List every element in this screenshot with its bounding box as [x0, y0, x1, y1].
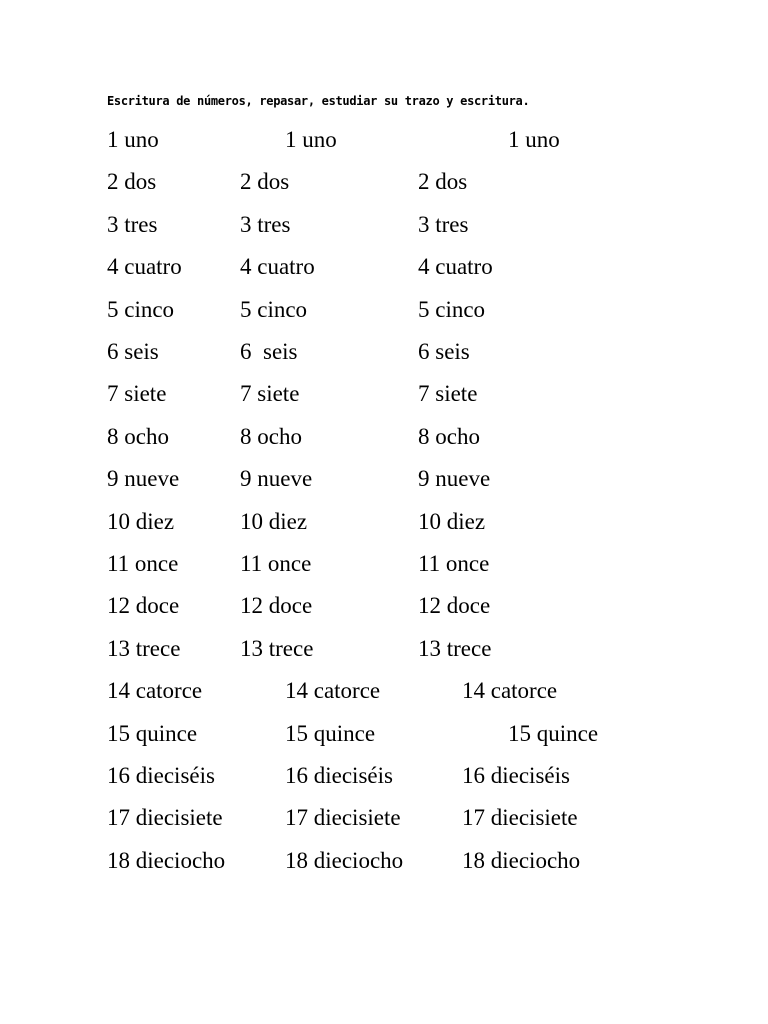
- number-word-cell: 7 siete: [107, 381, 167, 407]
- number-word-cell: 2 dos: [418, 169, 468, 195]
- number-word-cell: 16 dieciséis: [462, 763, 570, 788]
- number-word-cell: 1 uno: [285, 127, 337, 152]
- number-word-cell: 3 tres: [107, 211, 158, 237]
- number-word-cell: 13 trece: [418, 635, 492, 661]
- number-word-cell: 1 uno: [508, 127, 560, 152]
- number-word-cell: 8 ocho: [418, 423, 480, 449]
- number-word-cell: 18 dieciocho: [285, 847, 404, 873]
- number-word-cell: 10 diez: [240, 508, 308, 534]
- number-word-cell: 7 siete: [240, 381, 300, 407]
- number-word-cell: 11 once: [418, 551, 490, 576]
- number-word-cell: 10 diez: [418, 508, 486, 534]
- number-word-cell: 6 seis: [107, 339, 159, 364]
- number-word-cell: 5 cinco: [107, 296, 175, 322]
- number-word-cell: 2 dos: [107, 169, 157, 195]
- number-word-cell: 17 diecisiete: [285, 805, 401, 831]
- number-word-cell: 18 dieciocho: [107, 847, 226, 873]
- number-word-cell: 15 quince: [508, 720, 599, 746]
- number-word-cell: 5 cinco: [418, 296, 486, 322]
- number-word-cell: 1 uno: [107, 127, 159, 152]
- number-word-cell: 3 tres: [418, 211, 469, 237]
- number-word-cell: 5 cinco: [240, 296, 308, 322]
- number-word-cell: 6 seis: [418, 339, 470, 364]
- number-word-cell: 7 siete: [418, 381, 478, 407]
- number-word-cell: 2 dos: [240, 169, 290, 195]
- number-word-cell: 12 doce: [418, 593, 491, 619]
- number-word-cell: 15 quince: [107, 720, 198, 746]
- number-word-cell: 14 catorce: [285, 678, 381, 704]
- number-word-cell: 3 tres: [240, 211, 291, 237]
- number-word-cell: 14 catorce: [462, 678, 558, 704]
- number-word-cell: 9 nueve: [107, 466, 180, 492]
- number-word-cell: 11 once: [240, 551, 312, 576]
- number-word-cell: 13 trece: [240, 635, 314, 661]
- number-word-cell: 9 nueve: [240, 466, 313, 492]
- number-word-cell: 17 diecisiete: [107, 805, 223, 831]
- number-word-cell: 18 dieciocho: [462, 847, 581, 873]
- number-word-cell: 11 once: [107, 551, 179, 576]
- number-word-cell: 4 cuatro: [418, 254, 493, 280]
- number-word-cell: 8 ocho: [107, 423, 169, 449]
- number-word-cell: 12 doce: [107, 593, 180, 619]
- number-word-cell: 14 catorce: [107, 678, 203, 704]
- number-word-cell: 16 dieciséis: [285, 763, 393, 788]
- number-word-cell: 8 ocho: [240, 423, 302, 449]
- page-heading: Escritura de números, repasar, estudiar su trazo y escritura.: [107, 94, 530, 108]
- number-word-cell: 17 diecisiete: [462, 805, 578, 831]
- number-word-cell: 16 dieciséis: [107, 763, 215, 788]
- number-word-cell: 9 nueve: [418, 466, 491, 492]
- number-word-cell: 4 cuatro: [240, 254, 315, 280]
- number-word-cell: 13 trece: [107, 635, 181, 661]
- number-word-cell: 6 seis: [240, 339, 298, 364]
- number-word-cell: 12 doce: [240, 593, 313, 619]
- number-word-cell: 4 cuatro: [107, 254, 182, 280]
- number-word-cell: 15 quince: [285, 720, 376, 746]
- number-word-cell: 10 diez: [107, 508, 175, 534]
